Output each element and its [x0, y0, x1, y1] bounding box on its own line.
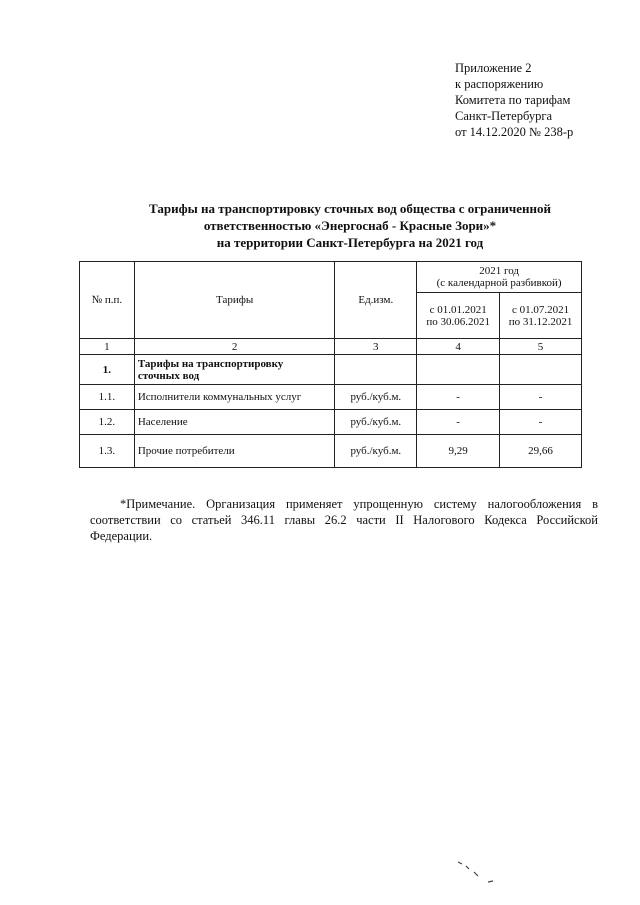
section-row — [80, 355, 582, 385]
row-name: Население — [134, 410, 335, 435]
row-unit: руб./куб.м. — [335, 435, 417, 468]
period-to: по 31.12.2021 — [508, 315, 573, 328]
column-number-row — [80, 339, 582, 355]
row-num: 1.2. — [80, 410, 135, 435]
section-num: 1. — [80, 355, 135, 385]
row-num: 1.3. — [80, 435, 135, 468]
table-row — [80, 385, 582, 410]
appendix-line: к распоряжению — [455, 77, 544, 91]
row-value-1: - — [417, 410, 500, 435]
column-number: 3 — [335, 339, 417, 355]
row-value-1: 9,29 — [417, 435, 500, 468]
empty-cell — [417, 355, 500, 385]
table-row — [80, 435, 582, 468]
header-unit: Ед.изм. — [335, 262, 417, 339]
row-name: Прочие потребители — [134, 435, 335, 468]
empty-cell — [335, 355, 417, 385]
period-from: с 01.07.2021 — [511, 303, 570, 316]
appendix-line: от 14.12.2020 № 238-р — [455, 125, 574, 139]
appendix-line: Комитета по тарифам — [455, 93, 571, 107]
column-number: 4 — [417, 339, 500, 355]
header-period-2 — [500, 293, 582, 339]
period-from: с 01.01.2021 — [429, 303, 487, 316]
header-tariffs: Тарифы — [134, 262, 335, 339]
row-value-2: - — [500, 385, 582, 410]
tariffs-table — [79, 261, 582, 468]
row-value-1: - — [417, 385, 500, 410]
column-number: 5 — [500, 339, 582, 355]
document-title — [60, 200, 640, 251]
header-period-1 — [417, 293, 500, 339]
table-header-row — [80, 262, 582, 293]
title-line: ответственностью «Энергоснаб - Красные Зори»* — [203, 218, 497, 233]
column-number: 1 — [80, 339, 135, 355]
title-line: Тарифы на транспортировку сточных вод общества с ограниченной — [149, 201, 551, 216]
header-num-label: № п.п. — [91, 294, 123, 306]
header-year-label: 2021 год — [479, 265, 519, 277]
header-year-note: (с календарной разбивкой) — [436, 277, 562, 289]
footnote: *Примечание. Организация применяет упрощенную систему налогообложения в соответствии со статьей 346.11 главы 26.2 части II Налогового Кодекса Российской Федерации. — [90, 497, 598, 543]
appendix-block — [455, 60, 573, 140]
row-num: 1.1. — [80, 385, 135, 410]
row-value-2: - — [500, 410, 582, 435]
table-row — [80, 410, 582, 435]
section-name-line: сточных вод — [137, 369, 200, 382]
appendix-line: Санкт-Петербурга — [455, 109, 553, 123]
section-name — [134, 355, 335, 385]
empty-cell — [500, 355, 582, 385]
row-unit: руб./куб.м. — [335, 385, 417, 410]
header-year — [417, 262, 582, 293]
column-number: 2 — [134, 339, 335, 355]
row-name: Исполнители коммунальных услуг — [134, 385, 335, 410]
header-num — [80, 262, 135, 339]
period-to: по 30.06.2021 — [426, 315, 490, 328]
appendix-line: Приложение 2 — [455, 61, 532, 75]
title-line: на территории Санкт-Петербурга на 2021 год — [216, 235, 484, 250]
row-unit: руб./куб.м. — [335, 410, 417, 435]
scan-marks — [452, 856, 502, 886]
row-value-2: 29,66 — [500, 435, 582, 468]
section-name-line: Тарифы на транспортировку — [137, 357, 284, 370]
